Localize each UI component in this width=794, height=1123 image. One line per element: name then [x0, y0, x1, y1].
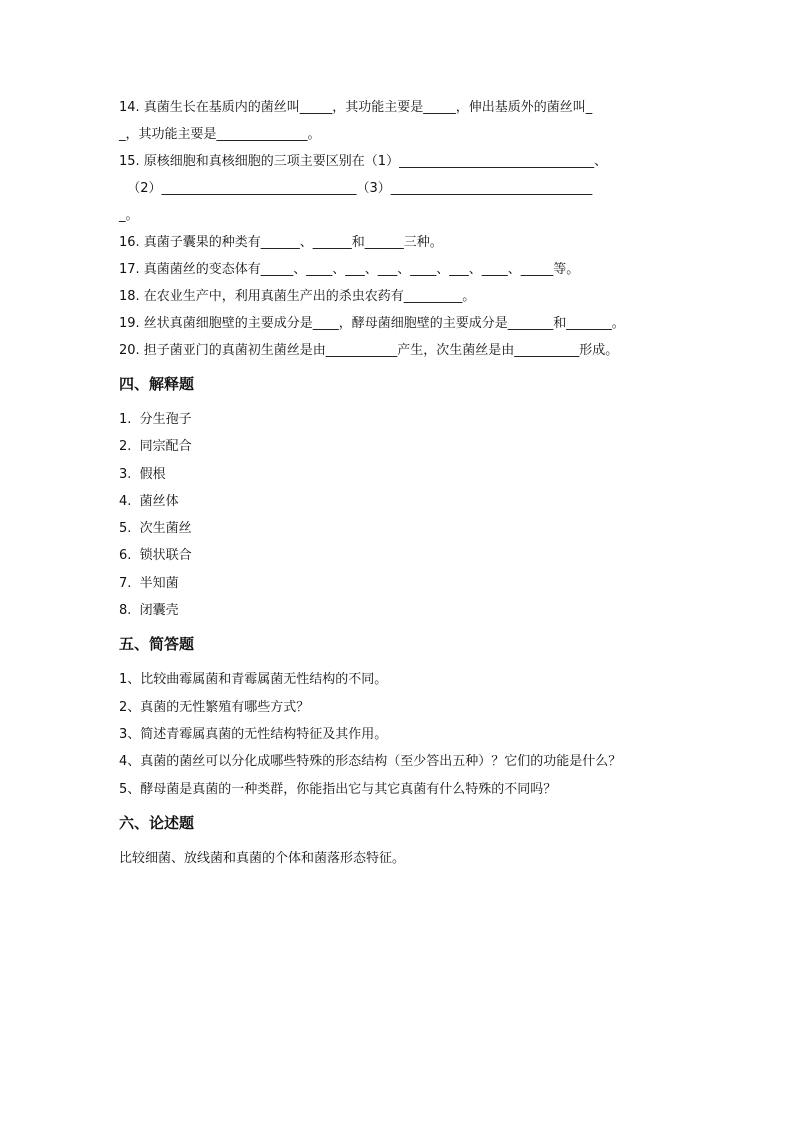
section-6-title: 六、论述题 — [119, 813, 195, 832]
list-item: 4、真菌的菌丝可以分化成哪些特殊的形态结构（至少答出五种）？它们的功能是什么？ — [119, 754, 622, 770]
section-5-title: 五、简答题 — [119, 635, 195, 654]
question-20: 20. 担子菌亚门的真菌初生菌丝是由___________产生，次生菌丝是由__________形成。 — [119, 343, 619, 358]
question-14-line-1: 14. 真菌生长在基质内的菌丝叫_____，其功能主要是_____，伸出基质外的菌丝叫_ — [119, 100, 593, 115]
section-4-list — [119, 406, 689, 624]
list-item: 2、真菌的无性繁殖有哪些方式？ — [119, 699, 310, 715]
list-item: 3. 假根 — [119, 466, 166, 482]
question-18: 18. 在农业生产中，利用真菌生产出的杀虫农药有_________。 — [119, 289, 476, 304]
list-item: 1、比较曲霉属菌和青霉属菌无性结构的不同。 — [119, 672, 388, 688]
list-item: 6. 锁状联合 — [119, 548, 192, 564]
list-item: 4. 菌丝体 — [119, 493, 179, 509]
list-item: 3、简述青霉属真菌的无性结构特征及其作用。 — [119, 726, 388, 742]
list-item: 2. 同宗配合 — [119, 439, 192, 455]
fill-in-questions — [119, 94, 689, 364]
question-16: 16. 真菌子囊果的种类有______、______和______三种。 — [119, 235, 443, 250]
list-item: 5. 次生菌丝 — [119, 521, 192, 537]
list-item: 5、酵母菌是真菌的一种类群，你能指出它与其它真菌有什么特殊的不同吗？ — [119, 781, 557, 797]
document-content — [119, 94, 689, 872]
section-6-text: 比较细菌、放线菌和真菌的个体和菌落形态特征。 — [119, 850, 406, 866]
question-14-line-2: _，其功能主要是______________。 — [119, 127, 321, 142]
question-15-line-3: _。 — [119, 208, 139, 223]
section-5-list — [119, 666, 689, 802]
question-19: 19. 丝状真菌细胞壁的主要成分是____，酵母菌细胞壁的主要成分是_______和_______。 — [119, 316, 625, 331]
question-17: 17. 真菌菌丝的变态体有_____、____、___、___、____、___、____、_____等。 — [119, 262, 580, 277]
list-item: 7. 半知菌 — [119, 575, 179, 591]
question-15-line-2: （2）______________________________（3）_______________________________ — [119, 181, 593, 196]
section-4-title: 四、解释题 — [119, 375, 195, 393]
question-15-line-1: 15. 原核细胞和真核细胞的三项主要区别在（1）______________________________、 — [119, 154, 608, 169]
list-item: 8. 闭囊壳 — [119, 603, 179, 619]
list-item: 1. 分生孢子 — [119, 412, 192, 427]
